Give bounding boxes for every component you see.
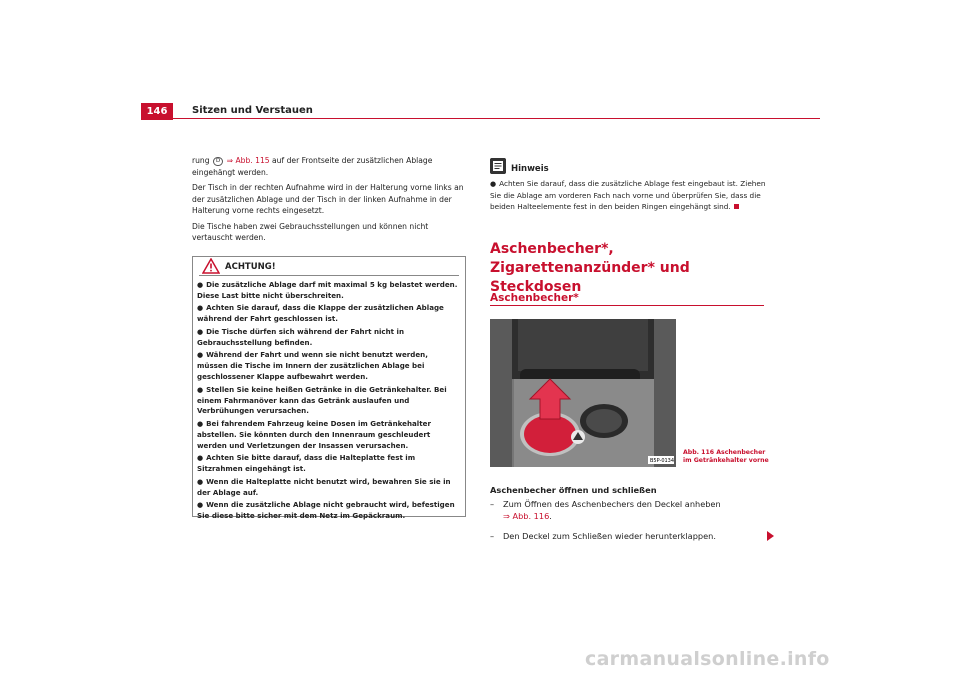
warning-triangle-icon (202, 258, 220, 274)
subsection-title: Aschenbecher* (490, 292, 579, 304)
caption-line-1: Abb. 116 Aschenbecher (683, 449, 766, 456)
step-1-body: Zum Öffnen des Aschenbechers den Deckel anheben (503, 499, 721, 509)
end-mark-icon (734, 204, 739, 209)
paragraph-1-start: rung (192, 156, 210, 165)
note-header (490, 158, 775, 176)
paragraph-1-end: auf der Frontseite der zusätzlichen Ablage eingehängt werden. (192, 156, 433, 177)
figure-ashtray (490, 319, 676, 467)
bullet-icon: ● (197, 281, 204, 289)
bullet-icon: ● (197, 501, 204, 510)
subsection-rule (490, 305, 764, 306)
step-2 (490, 530, 760, 542)
bullet-icon: ● (197, 385, 204, 394)
caption-line-2: im Getränkehalter vorne (683, 457, 769, 464)
warning-item (197, 327, 461, 349)
warning-item (197, 500, 461, 522)
bullet-icon: ● (197, 477, 204, 486)
note-text (490, 178, 775, 212)
warning-box (192, 256, 466, 521)
continue-arrow-icon (767, 531, 774, 541)
header-rule (173, 118, 820, 119)
page-number: 146 (141, 103, 173, 120)
paragraph-1 (192, 155, 464, 178)
warning-item-text: Stellen Sie keine heißen Getränke in die Getränkehalter. Bei einem Fahrmanöver kann das Getränk auslaufen und Verbrühungen verursachen. (197, 384, 447, 416)
bullet-icon: ● (197, 351, 204, 360)
bullet-icon: ● (197, 454, 204, 463)
section-title: Aschenbecher*, Zigarettenanzünder* und Steckdosen (490, 241, 690, 295)
warning-item (197, 303, 461, 325)
dash-icon: – (490, 531, 495, 541)
warning-item (197, 350, 461, 382)
warning-item-text: Die zusätzliche Ablage darf mit maximal 5 kg belastet werden. Diese Last bitte nicht überschreiten. (197, 280, 458, 300)
warning-header (199, 257, 459, 276)
dash-icon: – (490, 499, 495, 509)
warning-item-text: Achten Sie bitte darauf, dass die Halteplatte fest im Sitzrahmen eingehängt ist. (197, 453, 416, 474)
bullet-icon: ● (197, 420, 204, 429)
warning-item-text: Bei fahrendem Fahrzeug keine Dosen im Getränkehalter abstellen. Sie könnten durch den Innenraum geschleudert werden und Verletzungen der Insassen verursachen. (197, 419, 431, 450)
note-block (490, 158, 775, 212)
warning-item (197, 453, 461, 475)
note-text-body: Achten Sie darauf, dass die zusätzliche Ablage fest eingebaut ist. Ziehen Sie die Ablage am vorderen Fach nach vorne und überprüfen Sie, dass die beiden Halteelemente fest in den beiden Ringen eingehängt sind. (490, 179, 766, 211)
warning-item (197, 419, 461, 451)
warning-item (197, 385, 461, 417)
note-title: Hinweis (511, 164, 549, 174)
procedure-title: Aschenbecher öffnen und schließen (490, 485, 657, 495)
warning-item-text: Die Tische dürfen sich während der Fahrt nicht in Gebrauchsstellung befinden. (197, 326, 405, 347)
figure-ref-115[interactable]: ⇒ Abb. 115 (226, 156, 270, 165)
left-column (192, 155, 464, 248)
warning-item-text: Wenn die Halteplatte nicht benutzt wird, bewahren Sie sie in der Ablage auf. (197, 476, 451, 497)
figure-caption (683, 449, 769, 465)
watermark: carmanualsonline.info (585, 648, 830, 670)
note-icon (490, 158, 506, 174)
paragraph-2: Der Tisch in der rechten Aufnahme wird in der Halterung vorne links an der zusätzlichen Ablage und der Tisch in der linken Aufnahme in der Halterung vorne rechts eingesetzt. (192, 183, 464, 215)
running-title: Sitzen und Verstauen (192, 105, 313, 116)
bullet-icon: ● (197, 327, 204, 336)
figure-code: B5P-0134 (650, 458, 675, 464)
bullet-icon: ● (197, 304, 204, 313)
bullet-icon: ● (490, 180, 497, 188)
warning-list (193, 280, 465, 522)
warning-item-text: Während der Fahrt und wenn sie nicht benutzt werden, müssen die Tische im Innern der zusätzlichen Ablage bei geschlossener Klappe aufbewahrt werden. (197, 350, 428, 382)
ashtray-photo (490, 319, 676, 467)
step-1-text (503, 498, 760, 522)
warning-item-text: Achten Sie darauf, dass die Klappe der zusätzlichen Ablage während der Fahrt geschlossen ist. (197, 303, 444, 324)
warning-item (197, 280, 461, 302)
step-1-end: . (549, 511, 552, 521)
warning-title: ACHTUNG! (225, 262, 276, 272)
figure-ref-116[interactable]: ⇒ Abb. 116 (503, 511, 550, 521)
warning-item-text: Wenn die zusätzliche Ablage nicht gebraucht wird, befestigen Sie diese bitte sicher mit dem Netz im Gepäckraum. (197, 500, 455, 521)
step-1 (490, 498, 760, 522)
paragraph-3: Die Tische haben zwei Gebrauchsstellungen und können nicht vertauscht werden. (192, 221, 429, 242)
badge-d: D (213, 157, 223, 166)
warning-item (197, 477, 461, 499)
step-2-text: Den Deckel zum Schließen wieder herunterklappen. (503, 531, 716, 541)
